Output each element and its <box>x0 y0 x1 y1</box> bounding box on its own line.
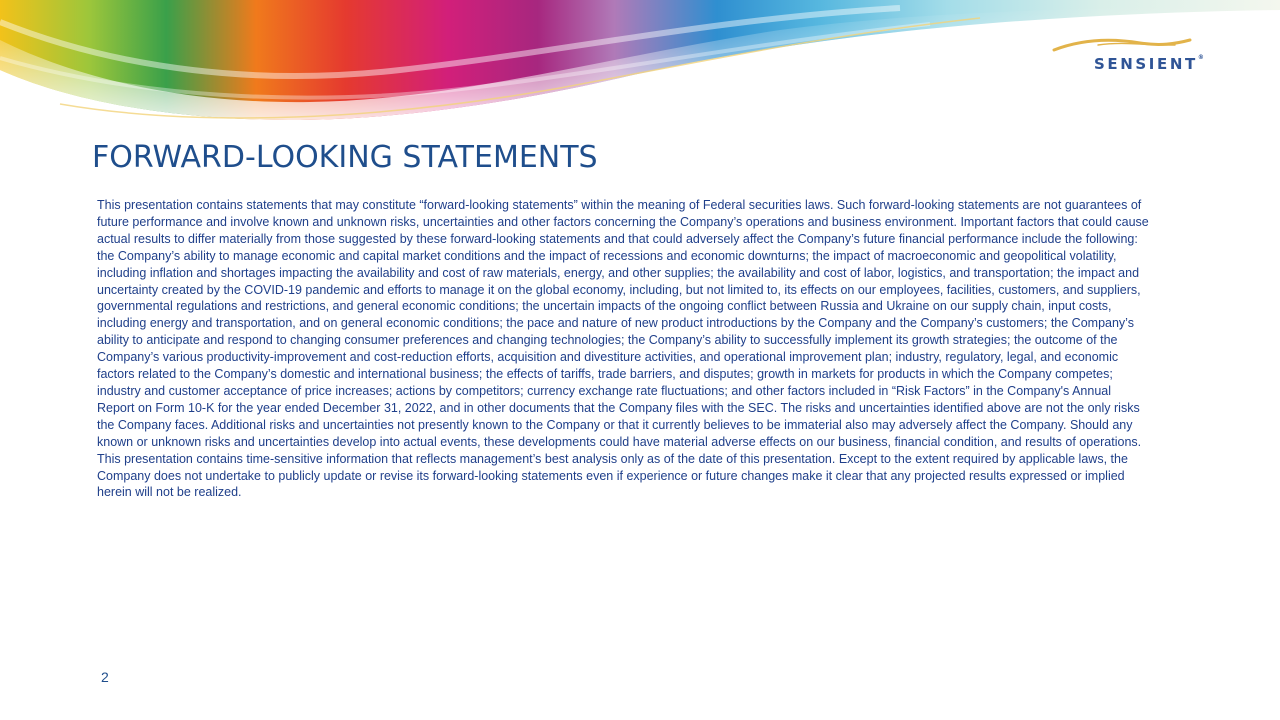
page-number: 2 <box>101 669 109 685</box>
page-title: FORWARD-LOOKING STATEMENTS <box>92 140 598 175</box>
disclaimer-body <box>97 197 1149 501</box>
logo-wordmark: SENSIENT® <box>1094 54 1204 73</box>
disclaimer-paragraph-1: This presentation contains statements that may constitute “forward-looking statements” within the meaning of Federal securities laws. Such forward-looking statements are not guarantees of future performance and involve known and unknown risks, uncertainties and other factors concerning the Company’s operations and business environment. Important factors that could cause actual results to differ materially from those suggested by these forward-looking statements and that could adversely affect the Company’s future financial performance include the following: the Company’s ability to manage economic and capital market conditions and the impact of recessions and economic downturns; the impact of macroeconomic and geopolitical volatility, including inflation and shortages impacting the availability and cost of raw materials, energy, and other supplies; the availability and cost of labor, logistics, and transportation; the impact and uncertainty created by the COVID-19 pandemic and efforts to manage it on the global economy, including, but not limited to, its effects on our employees, facilities, customers, and suppliers, governmental regulations and restrictions, and general economic conditions; the uncertain impacts of the ongoing conflict between Russia and Ukraine on our supply chain, input costs, including energy and transportation, and on general economic conditions; the pace and nature of new product introductions by the Company and the Company’s customers; the Company’s ability to anticipate and respond to changing consumer preferences and changing technologies; the Company’s ability to successfully implement its growth strategies; the outcome of the Company’s various productivity-improvement and cost-reduction efforts, acquisition and divestiture activities, and operational improvement plan; industry, regulatory, legal, and economic factors related to the Company’s domestic and international business; the effects of tariffs, trade barriers, and disputes; growth in markets for products in which the Company competes; industry and customer acceptance of price increases; actions by competitors; currency exchange rate fluctuations; and other factors included in “Risk Factors” in the Company's Annual Report on Form 10-K for the year ended December 31, 2022, and in other documents that the Company files with the SEC. The risks and uncertainties identified above are not the only risks the Company faces. Additional risks and uncertainties not presently known to the Company or that it currently believes to be immaterial also may adversely affect the Company. Should any known or unknown risks and uncertainties develop into actual events, these developments could have material adverse effects on our business, financial condition, and results of operations. <box>97 198 1149 449</box>
disclaimer-paragraph-2: This presentation contains time-sensitive information that reflects management’s best analysis only as of the date of this presentation. Except to the extent required by applicable laws, the Company does not undertake to publicly update or revise its forward-looking statements even if experience or future changes make it clear that any projected results expressed or implied herein will not be realized. <box>97 451 1128 500</box>
sensient-logo <box>1050 36 1220 76</box>
trademark-mark: ® <box>1197 54 1204 61</box>
